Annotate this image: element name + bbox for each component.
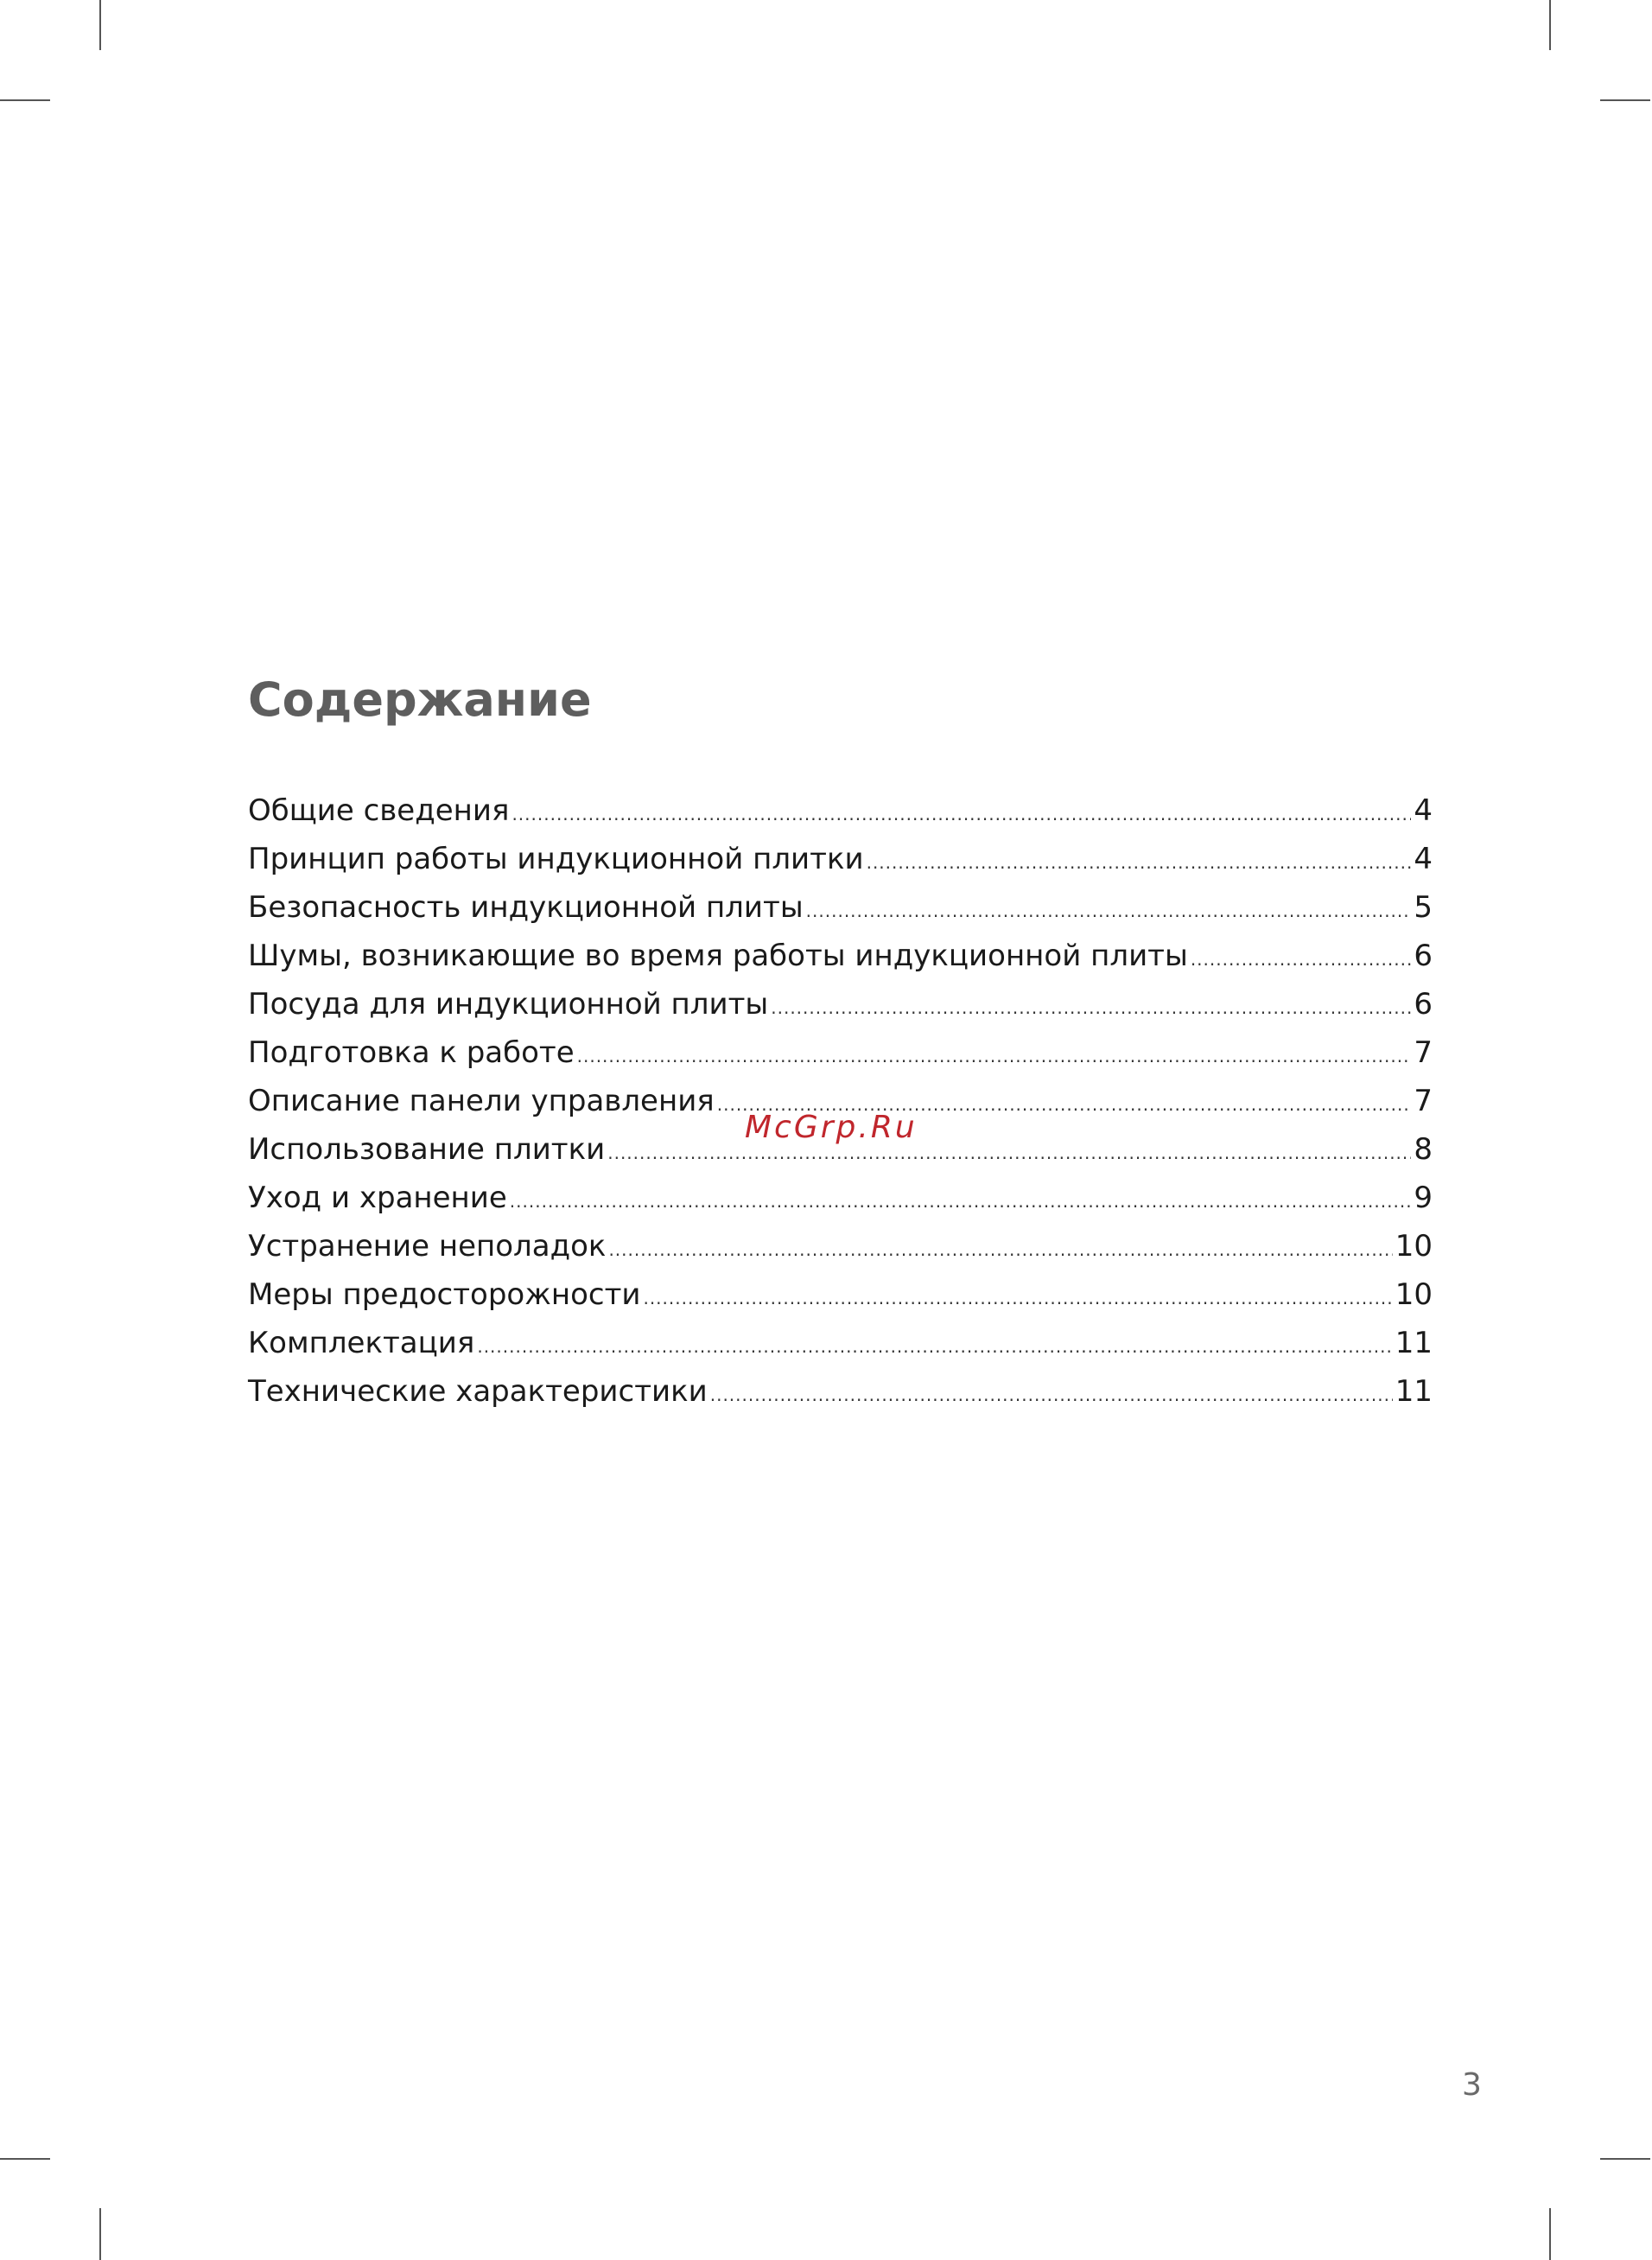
toc-entry-title: Описание панели управления	[248, 1084, 715, 1118]
toc-entry-page: 6	[1414, 939, 1433, 973]
crop-mark-top-right-horizontal	[1600, 99, 1650, 101]
crop-mark-top-left-horizontal	[0, 99, 50, 101]
toc-entry-title: Подготовка к работе	[248, 1035, 575, 1070]
crop-mark-top-left-vertical	[99, 0, 101, 50]
dot-leader	[510, 1177, 1412, 1225]
dot-leader	[607, 1129, 1411, 1177]
toc-entry-page: 8	[1414, 1132, 1433, 1167]
toc-entry-page: 4	[1414, 842, 1433, 876]
dot-leader	[608, 1225, 1392, 1274]
dot-leader	[710, 1371, 1393, 1419]
dot-leader	[643, 1274, 1392, 1322]
toc-entry-title: Общие сведения	[248, 793, 510, 828]
toc-entry-title: Безопасность индукционной плиты	[248, 890, 804, 925]
dot-leader	[806, 887, 1412, 935]
crop-mark-bottom-right-vertical	[1549, 2208, 1551, 2260]
toc-entry-title: Использование плитки	[248, 1132, 606, 1167]
dot-leader	[1191, 935, 1412, 984]
toc-entry-title: Комплектация	[248, 1326, 475, 1360]
toc-entry-page: 11	[1395, 1374, 1433, 1409]
page-title: Содержание	[248, 672, 592, 727]
toc-entry-title: Технические характеристики	[248, 1374, 708, 1409]
toc-entry-page: 9	[1414, 1181, 1433, 1215]
toc-entry[interactable]	[248, 1270, 1433, 1319]
toc-entry[interactable]	[248, 1174, 1433, 1222]
watermark: McGrp.Ru	[745, 1110, 918, 1145]
toc-entry[interactable]	[248, 1222, 1433, 1270]
crop-mark-bottom-right-horizontal	[1600, 2158, 1650, 2160]
dot-leader	[511, 790, 1411, 838]
dot-leader	[771, 984, 1411, 1032]
table-of-contents	[248, 786, 1433, 1416]
toc-entry-page: 10	[1395, 1277, 1433, 1312]
toc-entry-title: Устранение неполадок	[248, 1229, 607, 1264]
toc-entry-title: Уход и хранение	[248, 1181, 507, 1215]
toc-entry-title: Принцип работы индукционной плитки	[248, 842, 864, 876]
toc-entry-page: 4	[1414, 793, 1433, 828]
crop-mark-top-right-vertical	[1549, 0, 1551, 50]
toc-entry-page: 11	[1395, 1326, 1433, 1360]
toc-entry[interactable]	[248, 883, 1433, 932]
toc-entry[interactable]	[248, 1367, 1433, 1416]
toc-entry-title: Посуда для индукционной плиты	[248, 987, 769, 1022]
crop-mark-bottom-left-vertical	[99, 2208, 101, 2260]
toc-entry-page: 10	[1395, 1229, 1433, 1264]
toc-entry[interactable]	[248, 980, 1433, 1028]
toc-entry-title: Меры предосторожности	[248, 1277, 641, 1312]
toc-entry[interactable]	[248, 1028, 1433, 1077]
toc-entry-page: 7	[1414, 1084, 1433, 1118]
crop-mark-bottom-left-horizontal	[0, 2158, 50, 2160]
toc-entry-page: 5	[1414, 890, 1433, 925]
toc-entry-title: Шумы, возникающие во время работы индукционной плиты	[248, 939, 1188, 973]
dot-leader	[477, 1322, 1392, 1371]
toc-entry-page: 6	[1414, 987, 1433, 1022]
toc-entry[interactable]	[248, 786, 1433, 835]
toc-entry[interactable]	[248, 1319, 1433, 1367]
page-number: 3	[1462, 2067, 1482, 2103]
dot-leader	[577, 1032, 1412, 1080]
toc-entry[interactable]	[248, 835, 1433, 883]
dot-leader	[867, 838, 1412, 887]
toc-entry[interactable]	[248, 932, 1433, 980]
toc-entry-page: 7	[1414, 1035, 1433, 1070]
